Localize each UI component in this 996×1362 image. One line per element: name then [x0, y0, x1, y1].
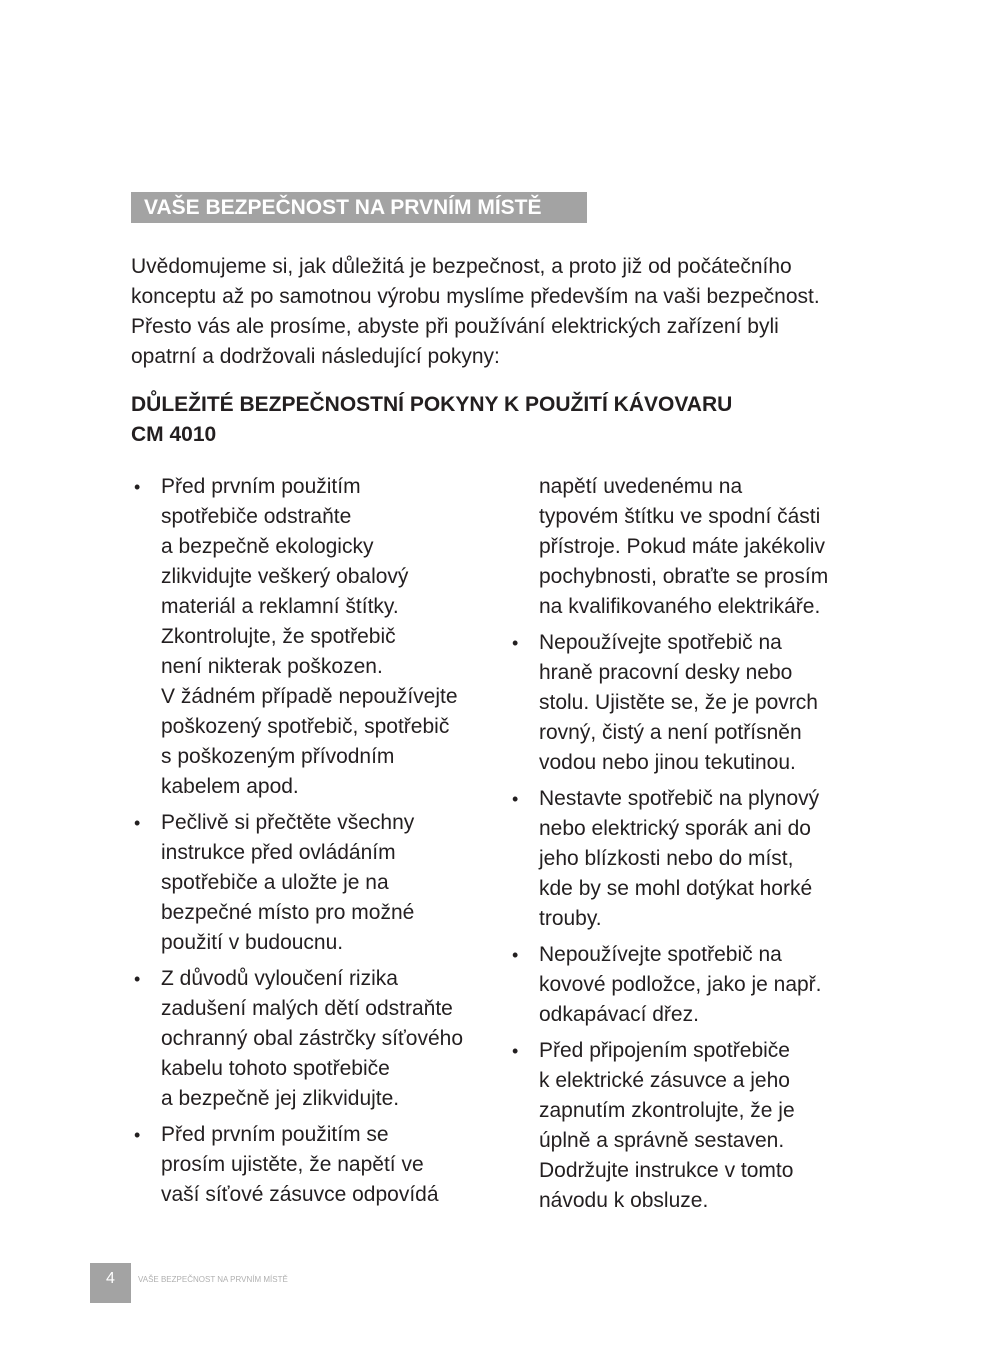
running-title: VAŠE BEZPEČNOST NA PRVNÍM MÍSTĚ — [138, 1275, 288, 1284]
text-line: Přesto vás ale prosíme, abyste při používání elektrických zařízení byli — [131, 315, 779, 338]
text-line: V žádném případě nepoužívejte — [161, 685, 458, 708]
left-column — [131, 472, 463, 1216]
text-line: vaší síťové zásuvce odpovídá — [161, 1183, 439, 1206]
text-line: pochybnosti, obraťte se prosím — [539, 565, 829, 588]
text-line: návodu k obsluze. — [539, 1189, 709, 1212]
text-line: zlikvidujte veškerý obalový — [161, 565, 409, 588]
text-line: odkapávací dřez. — [539, 1003, 699, 1026]
text-line: materiál a reklamní štítky. — [161, 595, 399, 618]
list-item — [131, 472, 463, 802]
text-line: a bezpečně jej zlikvidujte. — [161, 1087, 400, 1110]
text-line: zapnutím zkontrolujte, že je — [539, 1099, 795, 1122]
text-line: DŮLEŽITÉ BEZPEČNOSTNÍ POKYNY K POUŽITÍ KÁVOVARU — [131, 393, 733, 416]
text-line: Pečlivě si přečtěte všechny — [161, 811, 415, 834]
bullet-icon: • — [134, 813, 141, 833]
bullet-icon: • — [512, 789, 519, 809]
text-line: Před prvním použitím — [161, 475, 361, 498]
bullet-icon: • — [134, 477, 141, 497]
list-item — [131, 1120, 463, 1210]
text-line: kabelem apod. — [161, 775, 299, 798]
list-item — [131, 964, 463, 1114]
text-line: není nikterak poškozen. — [161, 655, 383, 678]
text-line: hraně pracovní desky nebo — [539, 661, 793, 684]
text-line: rovný, čistý a není potřísněn — [539, 721, 802, 744]
text-line: instrukce před ovládáním — [161, 841, 396, 864]
text-line: Nepoužívejte spotřebič na — [539, 943, 782, 966]
page-number: 4 — [90, 1263, 131, 1303]
text-line: opatrní a dodržovali následující pokyny: — [131, 345, 500, 368]
text-line: zadušení malých dětí odstraňte — [161, 997, 453, 1020]
text-line: prosím ujistěte, že napětí ve — [161, 1153, 424, 1176]
text-line: Nestavte spotřebič na plynový — [539, 787, 820, 810]
text-line: poškozený spotřebič, spotřebič — [161, 715, 450, 738]
text-line: Uvědomujeme si, jak důležitá je bezpečnost, a proto již od počátečního — [131, 255, 792, 278]
text-line: Před připojením spotřebiče — [539, 1039, 790, 1062]
text-line: jeho blízkosti nebo do míst, — [539, 847, 794, 870]
text-line: spotřebiče a uložte je na — [161, 871, 389, 894]
list-item — [509, 472, 828, 622]
text-line: použití v budoucnu. — [161, 931, 344, 954]
text-line: Zkontrolujte, že spotřebič — [161, 625, 396, 648]
section-title: VAŠE BEZPEČNOST NA PRVNÍM MÍSTĚ — [131, 192, 587, 223]
bullet-icon: • — [512, 633, 519, 653]
text-line: Před prvním použitím se — [161, 1123, 389, 1146]
bullet-icon: • — [512, 1041, 519, 1061]
intro-paragraph — [131, 252, 820, 372]
list-item — [509, 784, 828, 934]
bullet-icon: • — [134, 1125, 141, 1145]
text-line: kovové podložce, jako je např. — [539, 973, 822, 996]
text-line: bezpečné místo pro možné — [161, 901, 415, 924]
text-line: Dodržujte instrukce v tomto — [539, 1159, 794, 1182]
text-line: na kvalifikovaného elektrikáře. — [539, 595, 821, 618]
text-line: CM 4010 — [131, 423, 217, 446]
text-line: Z důvodů vyloučení rizika — [161, 967, 398, 990]
text-line: k elektrické zásuvce a jeho — [539, 1069, 790, 1092]
safety-heading — [131, 390, 732, 450]
text-line: ochranný obal zástrčky síťového — [161, 1027, 464, 1050]
text-line: přístroje. Pokud máte jakékoliv — [539, 535, 825, 558]
text-line: nebo elektrický sporák ani do — [539, 817, 811, 840]
list-item — [509, 628, 828, 778]
text-line: vodou nebo jinou tekutinou. — [539, 751, 796, 774]
text-line: kde by se mohl dotýkat horké — [539, 877, 813, 900]
list-item — [509, 1036, 828, 1216]
list-item — [509, 940, 828, 1030]
bullet-icon: • — [134, 969, 141, 989]
text-line: Nepoužívejte spotřebič na — [539, 631, 782, 654]
text-line: a bezpečně ekologicky — [161, 535, 374, 558]
right-column — [509, 472, 828, 1222]
text-line: napětí uvedenému na — [539, 475, 743, 498]
text-line: konceptu až po samotnou výrobu myslíme především na vaši bezpečnost. — [131, 285, 820, 308]
text-line: úplně a správně sestaven. — [539, 1129, 785, 1152]
text-line: trouby. — [539, 907, 602, 930]
list-item — [131, 808, 463, 958]
text-line: kabelu tohoto spotřebiče — [161, 1057, 390, 1080]
text-line: s poškozeným přívodním — [161, 745, 395, 768]
text-line: stolu. Ujistěte se, že je povrch — [539, 691, 818, 714]
bullet-icon: • — [512, 945, 519, 965]
text-line: typovém štítku ve spodní části — [539, 505, 821, 528]
text-line: spotřebiče odstraňte — [161, 505, 352, 528]
